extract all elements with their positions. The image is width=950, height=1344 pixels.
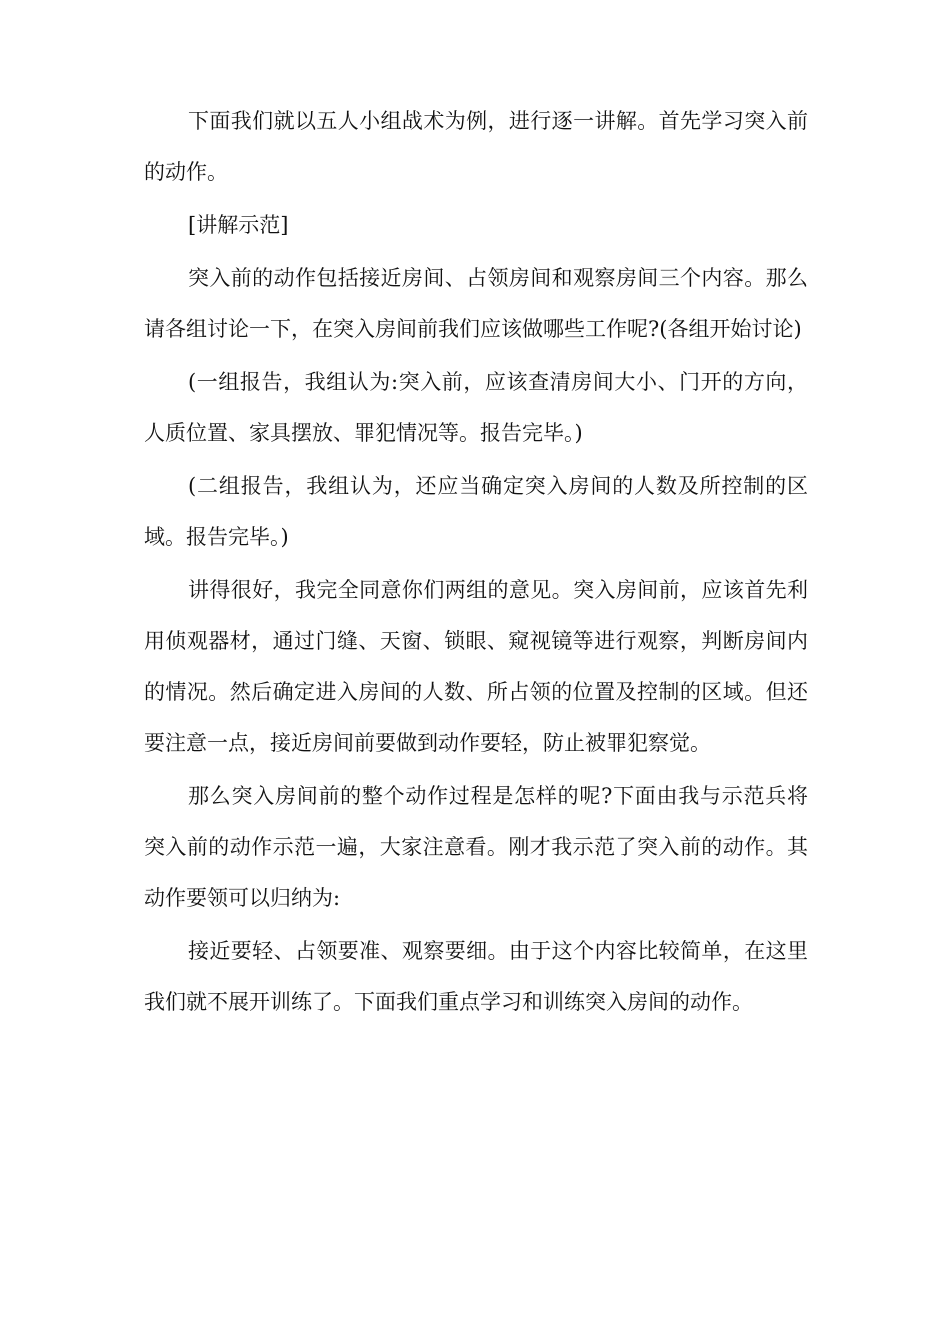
paragraph-group-one-report: (一组报告，我组认为:突入前，应该查清房间大小、门开的方向，人质位置、家具摆放、罪犯情况等。报告完毕。) — [144, 370, 808, 445]
paragraph-intro: 下面我们就以五人小组战术为例，进行逐一讲解。首先学习突入前的动作。 — [144, 109, 808, 184]
paragraph-group-two-report: (二组报告，我组认为，还应当确定突入房间的人数及所控制的区域。报告完毕。) — [144, 474, 808, 549]
document-body — [144, 96, 808, 1030]
paragraph-demonstration: 那么突入房间前的整个动作过程是怎样的呢?下面由我与示范兵将突入前的动作示范一遍，大家注意看。刚才我示范了突入前的动作。其动作要领可以归纳为: — [144, 784, 808, 910]
paragraph-instructor-summary: 讲得很好，我完全同意你们两组的意见。突入房间前，应该首先利用侦观器材，通过门缝、天窗、锁眼、窥视镜等进行观察，判断房间内的情况。然后确定进入房间的人数、所占领的位置及控制的区域。但还要注意一点，接近房间前要做到动作要轻，防止被罪犯察觉。 — [144, 578, 808, 755]
paragraph-before-entry: 突入前的动作包括接近房间、占领房间和观察房间三个内容。那么请各组讨论一下，在突入房间前我们应该做哪些工作呢?(各组开始讨论) — [144, 266, 808, 341]
paragraph-key-points: 接近要轻、占领要准、观察要细。由于这个内容比较简单，在这里我们就不展开训练了。下面我们重点学习和训练突入房间的动作。 — [144, 939, 808, 1014]
paragraph-section-label: [讲解示范] — [188, 213, 289, 237]
